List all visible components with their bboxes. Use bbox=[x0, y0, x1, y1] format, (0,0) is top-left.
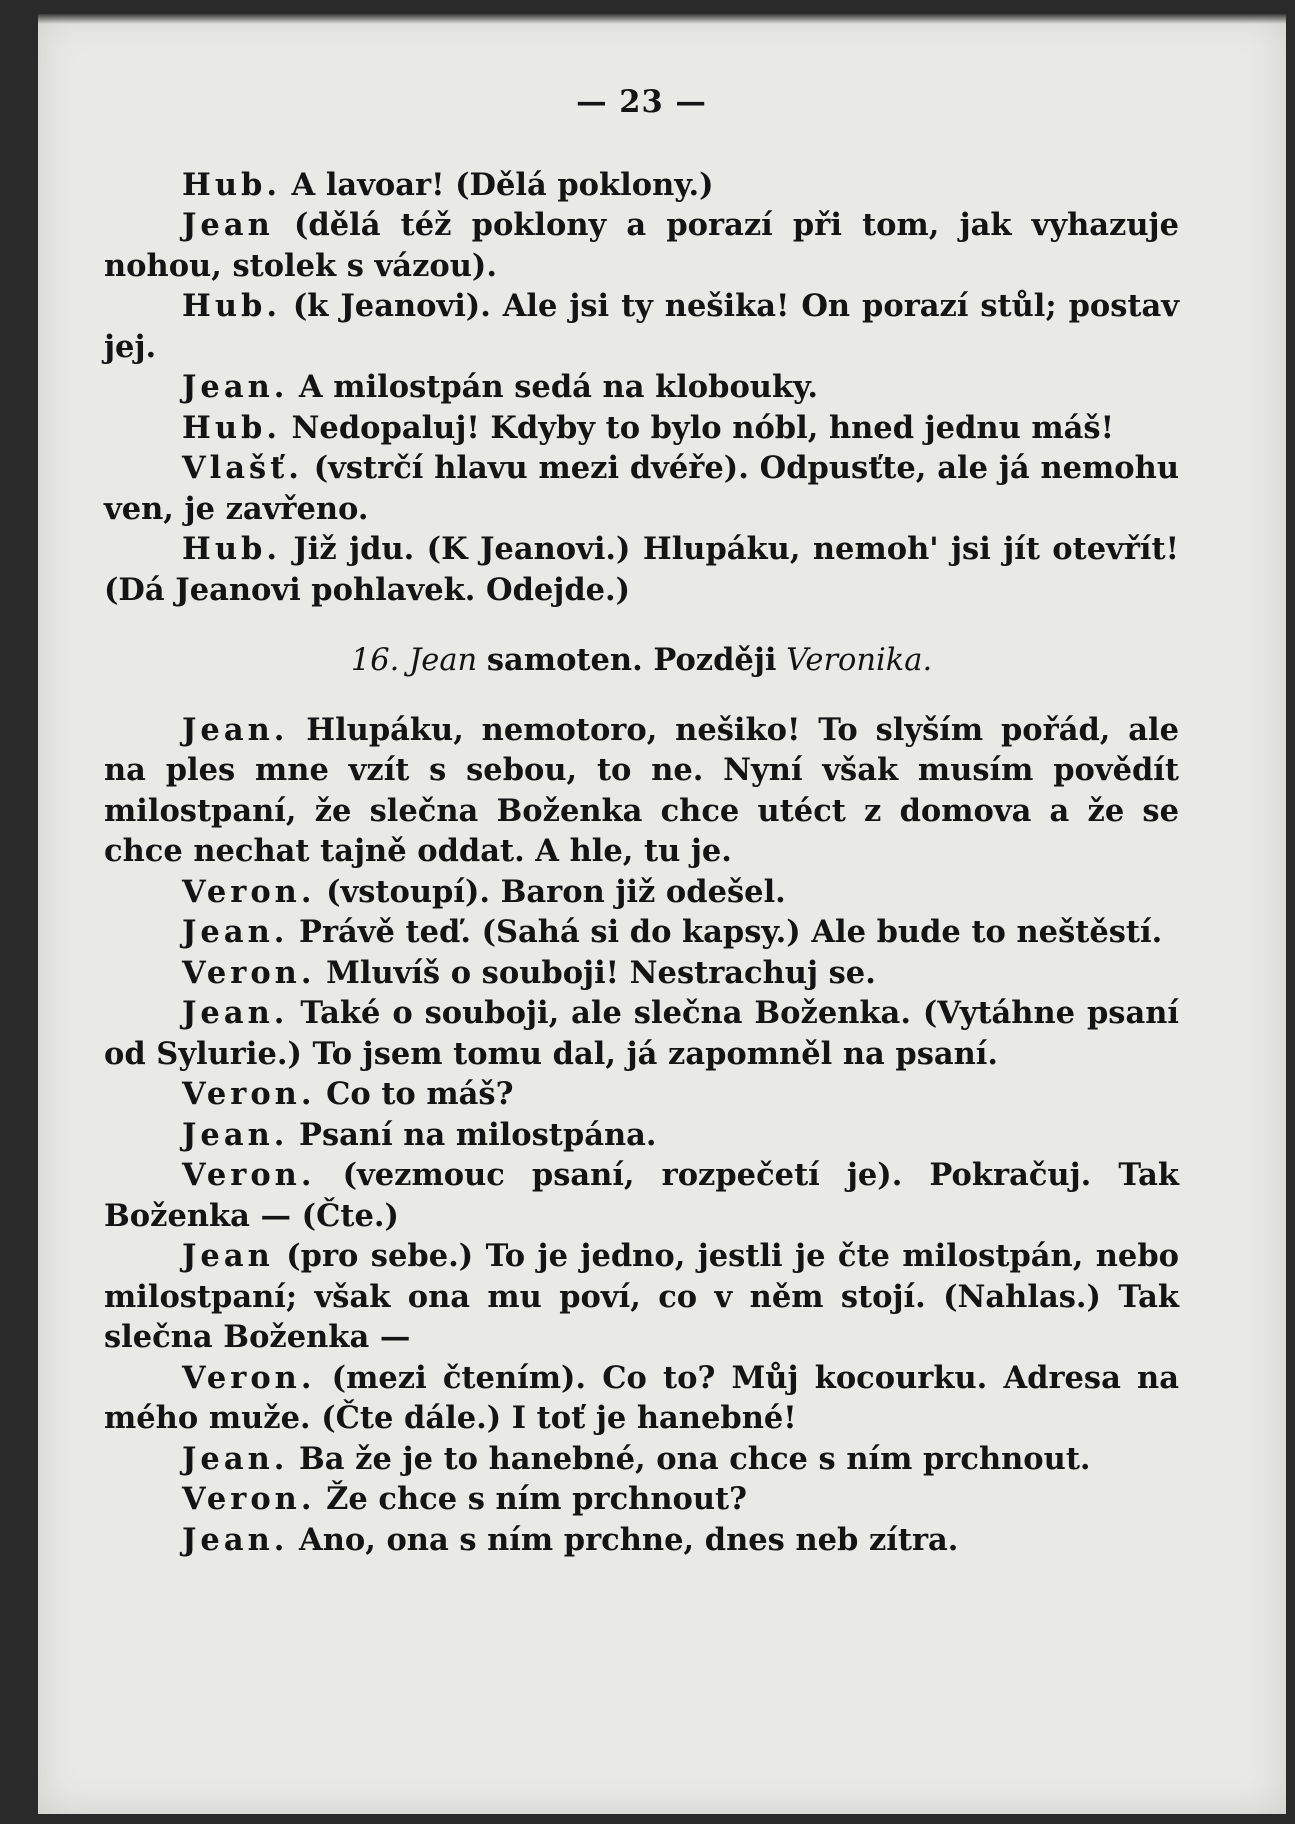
scene-heading bbox=[104, 640, 1179, 682]
line-text: Také o souboji, ale slečna Boženka. (Vytáhne psaní od Sylurie.) To jsem tomu dal, já zapomněl na psaní. bbox=[104, 995, 1179, 1072]
speaker: Jean. bbox=[182, 1440, 289, 1477]
speaker: Jean bbox=[182, 207, 274, 243]
line-text: (dělá též poklony a porazí při tom, jak vyhazuje nohou, stolek s vázou). bbox=[104, 207, 1179, 284]
speaker: Jean. bbox=[182, 914, 289, 950]
speaker: Hub. bbox=[182, 166, 281, 203]
dialogue-line bbox=[104, 367, 1179, 408]
dialogue-line bbox=[104, 1155, 1179, 1236]
speaker: Hub. bbox=[182, 409, 281, 446]
dialogue-line bbox=[104, 912, 1179, 953]
speaker: Hub. bbox=[182, 531, 281, 567]
line-text: Ba že je to hanebné, ona chce s ním prchnout. bbox=[288, 1440, 1091, 1477]
dialogue-before bbox=[104, 165, 1179, 611]
speaker: Jean. bbox=[182, 995, 289, 1031]
book-page bbox=[38, 14, 1286, 1814]
line-text: Ano, ona s ním prchne, dnes neb zítra. bbox=[288, 1521, 959, 1558]
speaker: Veron. bbox=[182, 1157, 316, 1193]
speaker: Veron. bbox=[182, 1359, 316, 1396]
line-text: (vstrčí hlavu mezi dvéře). Odpusťte, ale já nemohu ven, je zavřeno. bbox=[104, 450, 1179, 527]
speaker: Jean. bbox=[182, 1116, 289, 1153]
line-text: Co to máš? bbox=[315, 1076, 514, 1112]
dialogue-line bbox=[104, 205, 1179, 286]
scene-character-2: Veronika. bbox=[786, 643, 933, 678]
dialogue-line bbox=[104, 710, 1179, 872]
dialogue-line bbox=[104, 408, 1179, 449]
line-text: Že chce s ním prchnout? bbox=[315, 1481, 747, 1517]
line-text: (k Jeanovi). Ale jsi ty nešika! On porazí stůl; postav jej. bbox=[104, 288, 1179, 365]
dialogue-line bbox=[104, 953, 1179, 994]
dialogue-after bbox=[104, 710, 1179, 1561]
speaker: Veron. bbox=[182, 954, 316, 991]
line-text: (vstoupí). Baron již odešel. bbox=[315, 873, 786, 910]
dialogue-line bbox=[104, 529, 1179, 610]
scene-text: samoten. Později bbox=[486, 642, 777, 678]
speaker: Vlašť. bbox=[182, 450, 303, 486]
line-text: Právě teď. (Sahá si do kapsy.) Ale bude to neštěstí. bbox=[288, 914, 1163, 950]
dialogue-line bbox=[104, 286, 1179, 367]
dialogue-line bbox=[104, 872, 1179, 913]
dialogue-line bbox=[104, 1236, 1179, 1358]
page-text bbox=[104, 82, 1179, 1560]
speaker: Jean. bbox=[182, 711, 289, 748]
speaker: Veron. bbox=[182, 873, 316, 910]
scene-number: 16. bbox=[350, 643, 400, 678]
line-text: A lavoar! (Dělá poklony.) bbox=[280, 166, 714, 203]
speaker: Veron. bbox=[182, 1481, 316, 1517]
dialogue-line bbox=[104, 1115, 1179, 1156]
speaker: Hub. bbox=[182, 288, 281, 324]
dialogue-line bbox=[104, 993, 1179, 1074]
line-text: (pro sebe.) To je jedno, jestli je čte milostpán, nebo milostpaní; však ona mu poví, co v něm stojí. (Nahlas.) Tak slečna Boženka — bbox=[104, 1238, 1179, 1355]
line-text: Psaní na milostpána. bbox=[288, 1116, 657, 1153]
speaker: Veron. bbox=[182, 1076, 316, 1112]
line-text: Hlupáku, nemotoro, nešiko! To slyším pořád, ale na ples mne vzít s sebou, to ne. Nyní však musím povědít milostpaní, že slečna Boženka chce utéct z domova a že se chce nechat tajně oddat. A hle, tu je. bbox=[104, 711, 1179, 869]
speaker: Jean bbox=[182, 1238, 274, 1274]
line-text: (vezmouc psaní, rozpečetí je). Pokračuj. Tak Boženka — (Čte.) bbox=[104, 1157, 1179, 1234]
line-text: (mezi čtením). Co to? Můj kocourku. Adresa na mého muže. (Čte dále.) I toť je hanebné! bbox=[104, 1359, 1179, 1436]
line-text: Již jdu. (K Jeanovi.) Hlupáku, nemoh' jsi jít otevřít! (Dá Jeanovi pohlavek. Odejde.) bbox=[104, 531, 1179, 608]
dialogue-line bbox=[104, 1074, 1179, 1115]
dialogue-line bbox=[104, 1439, 1179, 1480]
line-text: A milostpán sedá na klobouky. bbox=[288, 369, 818, 405]
dialogue-line bbox=[104, 448, 1179, 529]
line-text: Nedopaluj! Kdyby to bylo nóbl, hned jednu máš! bbox=[280, 409, 1114, 446]
speaker: Jean. bbox=[182, 1521, 289, 1558]
page-number: — 23 — bbox=[576, 84, 707, 120]
dialogue-line bbox=[104, 1479, 1179, 1520]
line-text: Mluvíš o souboji! Nestrachuj se. bbox=[315, 954, 876, 991]
dialogue-line bbox=[104, 1520, 1179, 1561]
page-edge-shadow bbox=[38, 14, 1286, 24]
scene-character-1: Jean bbox=[409, 643, 478, 678]
dialogue-line bbox=[104, 1358, 1179, 1439]
dialogue-line bbox=[104, 165, 1179, 206]
speaker: Jean. bbox=[182, 369, 289, 405]
